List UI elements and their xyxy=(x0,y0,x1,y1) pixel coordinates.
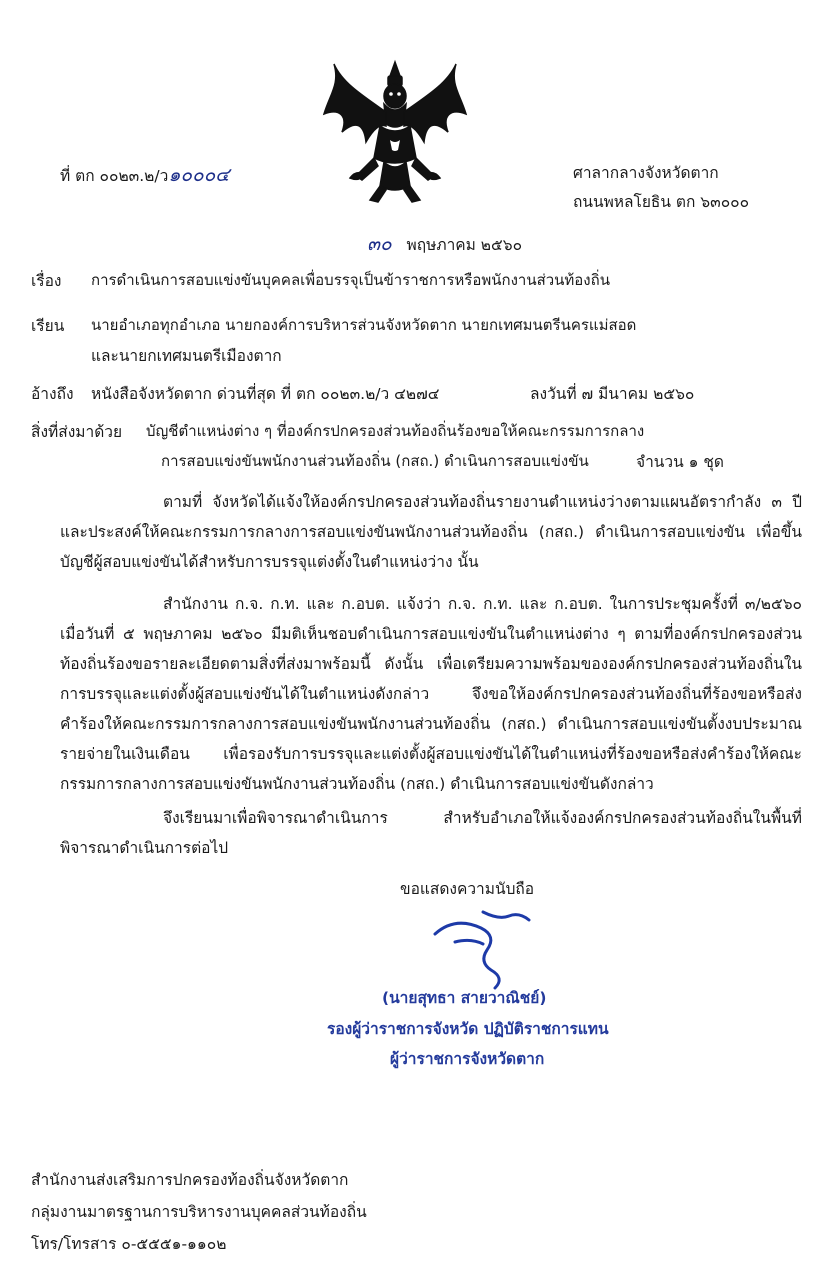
recipient-line2: และนายกเทศมนตรีเมืองตาก xyxy=(91,347,282,365)
handwritten-signature xyxy=(425,906,540,992)
reference-date: ลงวันที่ ๗ มีนาคม ๒๕๖๐ xyxy=(530,385,695,403)
document-number xyxy=(60,160,230,190)
handwritten-document-number: ๑๐๐๐๔ xyxy=(168,164,230,186)
date-month-year: พฤษภาคม ๒๕๖๐ xyxy=(406,236,523,254)
enclosure-line1: บัญชีตำแหน่งต่าง ๆ ที่องค์กรปกครองส่วนท้องถิ่นร้องขอให้คณะกรรมการกลาง xyxy=(146,422,645,440)
footer-office: สำนักงานส่งเสริมการปกครองท้องถิ่นจังหวัดตาก xyxy=(31,1171,349,1189)
office-address-line2: ถนนพหลโยธิน ตก ๖๓๐๐๐ xyxy=(573,193,750,211)
garuda-emblem xyxy=(320,54,470,206)
signatory-position-line2: ผู้ว่าราชการจังหวัดตาก xyxy=(390,1050,545,1068)
recipient-label: เรียน xyxy=(31,317,65,335)
document-number-prefix: ที่ ตก ๐๐๒๓.๒/ว xyxy=(60,167,169,185)
body-paragraph-1: ตามที่ จังหวัดได้แจ้งให้องค์กรปกครองส่วนท้องถิ่นรายงานตำแหน่งว่างตามแผนอัตรากำลัง ๓ ปี และประสงค์ให้คณะกรรมการกลางการสอบแข่งขันพนักงานส่วนท้องถิ่น (กสถ.) ดำเนินการสอบแข่งขัน เพื่อขึ้นบัญชีผู้สอบแข่งขันได้สำหรับการบรรจุแต่งตั้งในตำแหน่งว่าง นั้น xyxy=(60,493,802,571)
footer-division: กลุ่มงานมาตรฐานการบริหารงานบุคคลส่วนท้องถิ่น xyxy=(31,1203,367,1221)
enclosure-label: สิ่งที่ส่งมาด้วย xyxy=(31,423,123,441)
office-address-line1: ศาลากลางจังหวัดตาก xyxy=(573,164,719,182)
subject-text: การดำเนินการสอบแข่งขันบุคคลเพื่อบรรจุเป็นข้าราชการหรือพนักงานส่วนท้องถิ่น xyxy=(91,271,610,289)
recipient-line1: นายอำเภอทุกอำเภอ นายกองค์การบริหารส่วนจังหวัดตาก นายกเทศมนตรีนครแม่สอด xyxy=(91,316,637,334)
closing-salutation: ขอแสดงความนับถือ xyxy=(400,880,535,898)
footer-phone-fax: โทร/โทรสาร ๐-๕๕๕๑-๑๑๐๒ xyxy=(31,1235,227,1253)
signatory-name: (นายสุทธา สายวาณิชย์) xyxy=(382,989,547,1007)
signatory-position-line1: รองผู้ว่าราชการจังหวัด ปฏิบัติราชการแทน xyxy=(327,1020,609,1038)
reference-label: อ้างถึง xyxy=(31,385,74,403)
document-date xyxy=(367,229,522,259)
body-paragraph-3: จึงเรียนมาเพื่อพิจารณาดำเนินการ สำหรับอำเภอให้แจ้งองค์กรปกครองส่วนท้องถิ่นในพื้นที่พิจารณาดำเนินการต่อไป xyxy=(60,809,802,857)
subject-label: เรื่อง xyxy=(31,272,62,290)
body-paragraph-2: สำนักงาน ก.จ. ก.ท. และ ก.อบต. แจ้งว่า ก.จ. ก.ท. และ ก.อบต. ในการประชุมครั้งที่ ๓/๒๕๖๐ เมื่อวันที่ ๕ พฤษภาคม ๒๕๖๐ มีมติเห็นชอบดำเนินการสอบแข่งขันในตำแหน่งต่าง ๆ ตามที่องค์กรปกครองส่วนท้องถิ่นร้องขอรายละเอียดตามสิ่งที่ส่งมาพร้อมนี้ ดังนั้น เพื่อเตรียมความพร้อมขององค์กรปกครองส่วนท้องถิ่นในการบรรจุและแต่งตั้งผู้สอบแข่งขันได้ในตำแหน่งดังกล่าว จึงขอให้องค์กรปกครองส่วนท้องถิ่นที่ร้องขอหรือส่งคำร้องให้คณะกรรมการกลางการสอบแข่งขันพนักงานส่วนท้องถิ่น (กสถ.) ดำเนินการสอบแข่งขันตั้งงบประมาณรายจ่ายในเงินเดือน เพื่อรองรับการบรรจุและแต่งตั้งผู้สอบแข่งขันได้ในตำแหน่งที่ร้องขอหรือส่งคำร้องให้คณะกรรมการกลางการสอบแข่งขันพนักงานส่วนท้องถิ่น (กสถ.) ดำเนินการสอบแข่งขันดังกล่าว xyxy=(60,595,802,793)
reference-text: หนังสือจังหวัดตาก ด่วนที่สุด ที่ ตก ๐๐๒๓.๒/ว ๔๒๗๔ xyxy=(91,385,440,403)
enclosure-line2: การสอบแข่งขันพนักงานส่วนท้องถิ่น (กสถ.) ดำเนินการสอบแข่งขัน xyxy=(161,452,589,470)
enclosure-quantity: จำนวน ๑ ชุด xyxy=(636,453,724,471)
handwritten-date-day: ๓๐ xyxy=(367,233,392,255)
